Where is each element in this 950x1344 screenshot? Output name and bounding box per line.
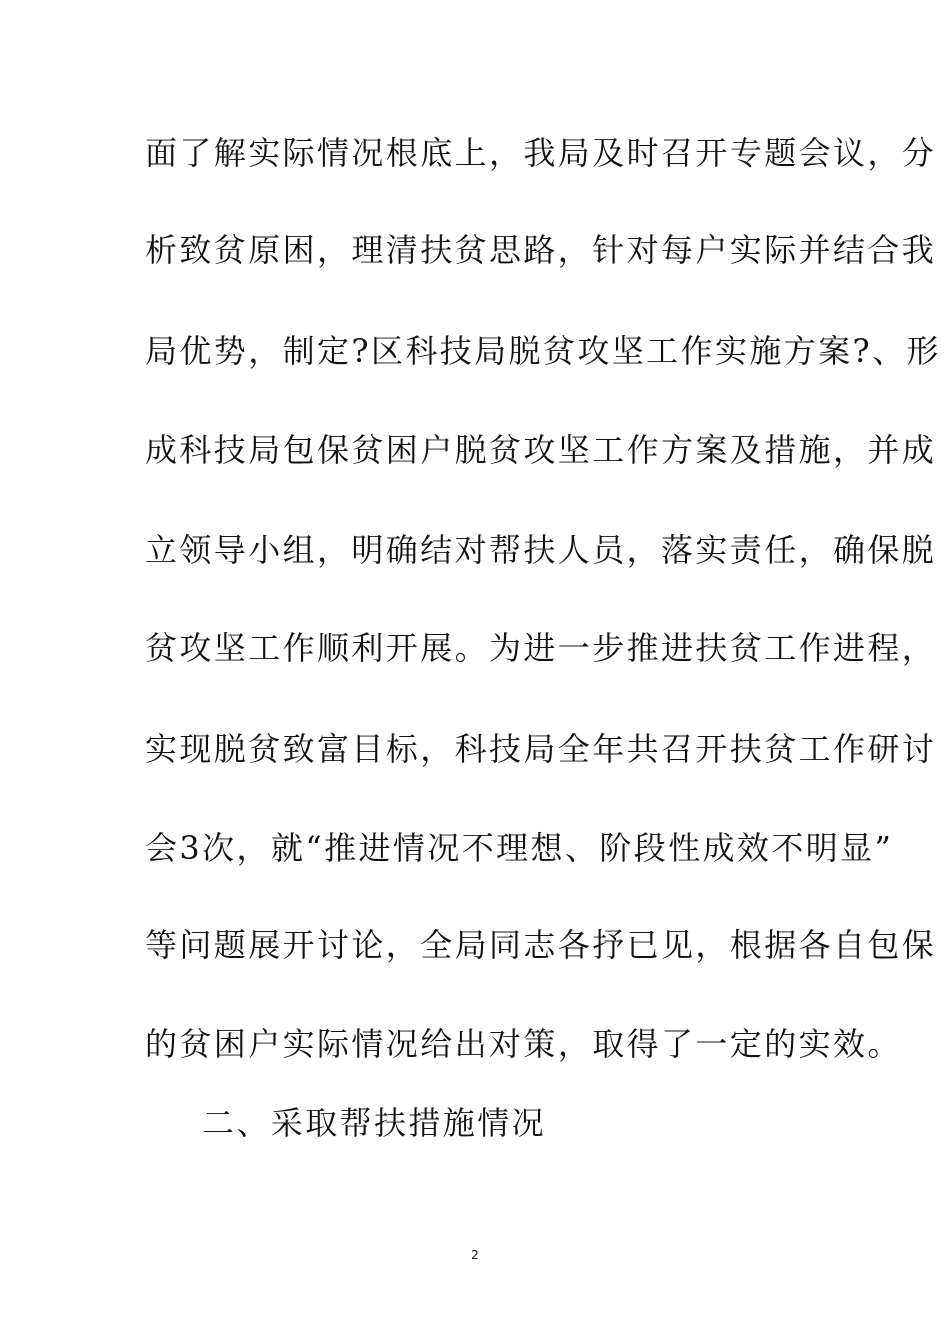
- body-text-line: 实现脱贫致富目标，科技局全年共召开扶贫工作研讨: [145, 730, 937, 768]
- body-text-line: 立领导小组，明确结对帮扶人员，落实责任，确保脱: [145, 531, 937, 569]
- body-text-line: 局优势，制定?区科技局脱贫攻坚工作实施方案?、形: [145, 332, 941, 370]
- body-text-line: 成科技局包保贫困户脱贫攻坚工作方案及措施，并成: [145, 431, 937, 469]
- body-text-line: 会3次，就“推进情况不理想、阶段性成效不明显”: [145, 829, 894, 867]
- section-heading: 二、采取帮扶措施情况: [202, 1104, 547, 1142]
- page-number: 2: [471, 1248, 479, 1262]
- body-text-line: 贫攻坚工作顺利开展。为进一步推进扶贫工作进程，: [145, 629, 937, 667]
- body-text-line: 析致贫原困，理清扶贫思路，针对每户实际并结合我: [145, 231, 937, 269]
- body-text-line: 等问题展开讨论，全局同志各抒已见，根据各自包保: [145, 926, 937, 964]
- body-text-line: 面了解实际情况根底上，我局及时召开专题会议，分: [145, 134, 937, 172]
- body-text-line: 的贫困户实际情况给出对策，取得了一定的实效。: [145, 1025, 902, 1063]
